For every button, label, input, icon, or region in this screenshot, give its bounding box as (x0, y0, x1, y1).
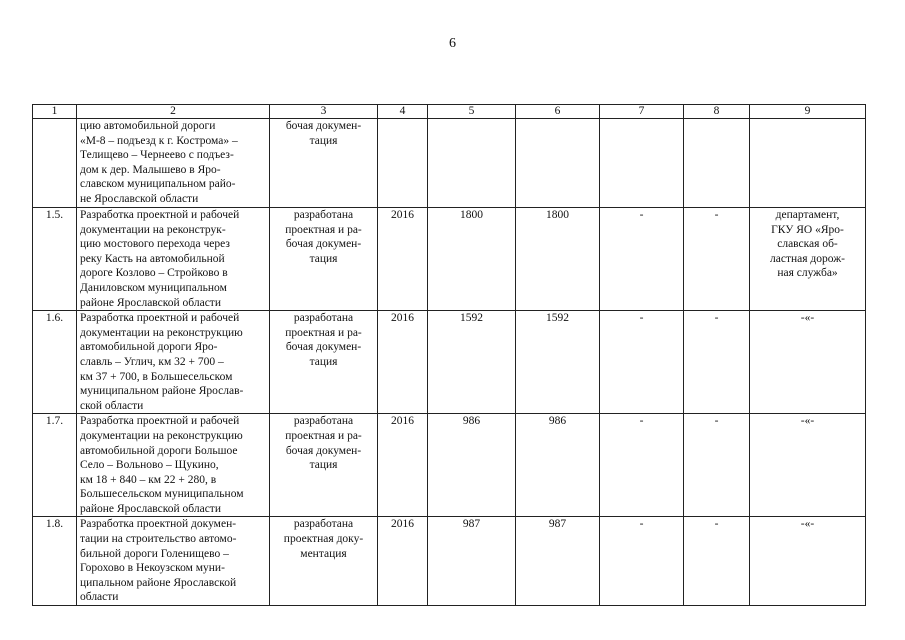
year-cell: 2016 (378, 208, 428, 311)
column-header: 6 (516, 105, 600, 119)
amount-col7-cell (600, 119, 684, 208)
activity-name-line: районе Ярославской области (80, 502, 221, 515)
executor-cell (750, 311, 866, 414)
column-header: 8 (684, 105, 750, 119)
activity-name-line: км 37 + 700, в Большесельском (80, 370, 233, 383)
item-number-cell: 1.7. (33, 414, 77, 517)
activity-name-line: муниципальном районе Ярослав- (80, 385, 244, 398)
column-header: 4 (378, 105, 428, 119)
activity-name-cell (77, 414, 270, 517)
activity-name-line: Горохово в Некоузском муни- (80, 562, 225, 575)
activity-name-cell (77, 311, 270, 414)
activity-name-line: цию автомобильной дороги (80, 120, 216, 132)
amount-col6-cell: 986 (516, 414, 600, 517)
year-cell: 2016 (378, 311, 428, 414)
activity-name-line: км 18 + 840 – км 22 + 280, в (80, 473, 217, 486)
activity-name-line: области (80, 591, 119, 604)
amount-col7-cell: - (600, 311, 684, 414)
result-line: бочая докумен- (285, 120, 362, 132)
executor-line: -«- (800, 518, 815, 531)
item-number-cell: 1.6. (33, 311, 77, 414)
amount-col8-cell: - (684, 414, 750, 517)
amount-col5-cell: 986 (428, 414, 516, 517)
activity-name-cell (77, 517, 270, 606)
result-line: тация (309, 252, 338, 265)
activity-name-line: автомобильной дороги Большое (80, 444, 238, 457)
activity-name-line: цию мостового перехода через (80, 238, 230, 251)
item-number-cell: 1.8. (33, 517, 77, 606)
activity-name-line: Телищево – Чернеево с подъез- (80, 149, 234, 162)
column-header: 3 (270, 105, 378, 119)
table-row (33, 414, 866, 517)
header-row (33, 105, 866, 119)
result-line: тация (309, 459, 338, 472)
activity-name-line: документации на реконструкцию (80, 326, 243, 339)
activity-name-line: не Ярославской области (80, 192, 199, 205)
amount-col6-cell: 1592 (516, 311, 600, 414)
table-row (33, 311, 866, 414)
result-line: бочая докумен- (285, 238, 362, 251)
activity-name-line: районе Ярославской области (80, 296, 221, 309)
result-line: проектная доку- (283, 533, 364, 546)
amount-col6-cell: 1800 (516, 208, 600, 311)
result-line: проектная и ра- (285, 326, 362, 339)
amount-col8-cell: - (684, 311, 750, 414)
activity-name-line: Даниловском муниципальном (80, 281, 227, 294)
amount-col7-cell: - (600, 208, 684, 311)
executor-line: ная служба» (777, 267, 838, 280)
activity-name-line: дороге Козлово – Стройково в (80, 267, 228, 280)
activity-name-line: документации на реконструк- (80, 223, 226, 236)
result-line: разработана (293, 209, 354, 221)
executor-cell (750, 414, 866, 517)
result-cell (270, 311, 378, 414)
activity-name-line: Разработка проектной и рабочей (80, 312, 240, 325)
executor-line: -«- (800, 312, 815, 325)
result-cell (270, 119, 378, 208)
item-number-cell: 1.5. (33, 208, 77, 311)
activities-table (32, 104, 866, 606)
column-header: 9 (750, 105, 866, 119)
activity-name-line: Село – Вольново – Щукино, (80, 459, 219, 472)
amount-col5-cell: 1592 (428, 311, 516, 414)
result-line: ментация (300, 547, 347, 560)
activity-name-line: дом к дер. Малышево в Яро- (80, 163, 221, 176)
activity-name-line: славском муниципальном райо- (80, 178, 236, 191)
activity-name-line: автомобильной дороги Яро- (80, 341, 218, 354)
year-cell: 2016 (378, 414, 428, 517)
year-cell: 2016 (378, 517, 428, 606)
executor-cell (750, 517, 866, 606)
amount-col5-cell (428, 119, 516, 208)
amount-col6-cell: 987 (516, 517, 600, 606)
table-row (33, 208, 866, 311)
result-line: проектная и ра- (285, 429, 362, 442)
activity-name-line: тации на строительство автомо- (80, 533, 237, 546)
year-cell (378, 119, 428, 208)
result-line: разработана (293, 415, 354, 428)
result-line: бочая докумен- (285, 444, 362, 457)
table-row (33, 517, 866, 606)
executor-line: ГКУ ЯО «Яро- (771, 223, 844, 236)
amount-col6-cell (516, 119, 600, 208)
activity-name-line: реку Касть на автомобильной (80, 252, 225, 265)
activity-name-line: Большесельском муниципальном (80, 488, 244, 501)
result-line: разработана (293, 312, 354, 325)
result-line: разработана (293, 518, 354, 531)
activity-name-cell (77, 119, 270, 208)
table-row (33, 119, 866, 208)
executor-line: департамент, (775, 209, 840, 221)
amount-col5-cell: 1800 (428, 208, 516, 311)
activity-name-line: ципальном районе Ярославской (80, 576, 237, 589)
result-line: бочая докумен- (285, 341, 362, 354)
activity-name-line: документации на реконструкцию (80, 429, 243, 442)
column-header: 1 (33, 105, 77, 119)
activity-name-line: Разработка проектной докумен- (80, 518, 237, 531)
activity-name-line: Разработка проектной и рабочей (80, 415, 240, 428)
amount-col7-cell: - (600, 517, 684, 606)
executor-line: славская об- (777, 238, 838, 251)
item-number-cell (33, 119, 77, 208)
activity-name-line: Разработка проектной и рабочей (80, 209, 240, 221)
executor-cell (750, 119, 866, 208)
result-line: тация (309, 355, 338, 368)
result-cell (270, 517, 378, 606)
column-header: 2 (77, 105, 270, 119)
column-header: 7 (600, 105, 684, 119)
page-number: 6 (449, 36, 456, 51)
result-line: проектная и ра- (285, 223, 362, 236)
activity-name-cell (77, 208, 270, 311)
activity-name-line: ской области (80, 399, 144, 412)
amount-col5-cell: 987 (428, 517, 516, 606)
result-cell (270, 208, 378, 311)
amount-col8-cell: - (684, 208, 750, 311)
amount-col8-cell: - (684, 517, 750, 606)
executor-line: ластная дорож- (770, 252, 845, 265)
result-cell (270, 414, 378, 517)
column-header: 5 (428, 105, 516, 119)
executor-cell (750, 208, 866, 311)
result-line: тация (309, 134, 338, 147)
executor-line: -«- (800, 415, 815, 428)
amount-col7-cell: - (600, 414, 684, 517)
amount-col8-cell (684, 119, 750, 208)
activity-name-line: славль – Углич, км 32 + 700 – (80, 355, 224, 368)
activity-name-line: бильной дороги Голенищево – (80, 547, 229, 560)
activity-name-line: «М-8 – подъезд к г. Кострома» – (80, 134, 238, 147)
